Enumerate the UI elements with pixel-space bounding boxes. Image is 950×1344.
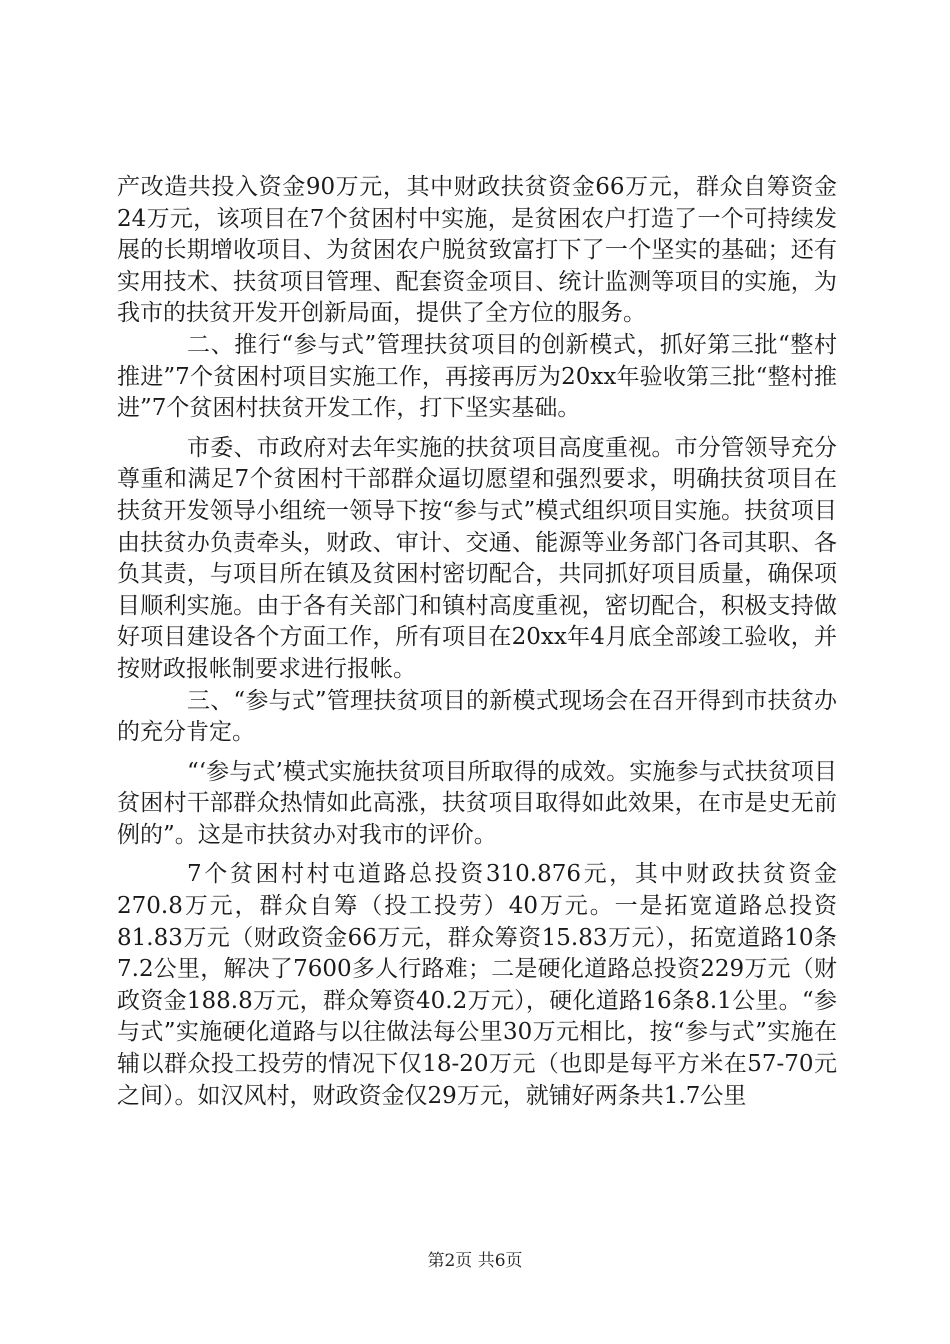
paragraph-section-two-heading: 二、推行“参与式”管理扶贫项目的创新模式，抓好第三批“整村推进”7个贫困村项目实施工作，再接再厉为20xx年验收第三批“整村推进”7个贫困村扶贫开发工作，打下坚实基础。 <box>117 331 837 422</box>
paragraph-section-three-heading: 三、“参与式”管理扶贫项目的新模式现场会在召开得到市扶贫办的充分肯定。 <box>117 687 837 746</box>
paragraph-evaluation-quote: “‘参与式’模式实施扶贫项目所取得的成效。实施参与式扶贫项目贫困村干部群众热情如此高涨，扶贫项目取得如此效果，在市是史无前例的”。这是市扶贫办对我市的评价。 <box>117 758 837 848</box>
document-body <box>117 172 837 1112</box>
paragraph-implementation: 市委、市政府对去年实施的扶贫项目高度重视。市分管领导充分尊重和满足7个贫困村干部群众逼切愿望和强烈要求，明确扶贫项目在扶贫开发领导小组统一领导下按“参与式”模式组织项目实施。扶贫项目由扶贫办负责牵头，财政、审计、交通、能源等业务部门各司其职、各负其责，与项目所在镇及贫困村密切配合，共同抓好项目质量，确保项目顺利实施。由于各有关部门和镇村高度重视，密切配合，积极支持做好项目建设各个方面工作，所有项目在20xx年4月底全部竣工验收，并按财政报帐制要求进行报帐。 <box>117 434 837 682</box>
paragraph-continuation: 产改造共投入资金90万元，其中财政扶贫资金66万元，群众自筹资金24万元，该项目在7个贫困村中实施，是贫困农户打造了一个可持续发展的长期增收项目、为贫困农户脱贫致富打下了一个坚实的基础；还有实用技术、扶贫项目管理、配套资金项目、统计监测等项目的实施，为我市的扶贫开发开创新局面，提供了全方位的服务。 <box>117 174 837 327</box>
paragraph-road-investment: 7个贫困村村屯道路总投资310.876元，其中财政扶贫资金270.8万元，群众自筹（投工投劳）40万元。一是拓宽道路总投资81.83万元（财政资金66万元，群众筹资15.83万元），拓宽道路10条7.2公里，解决了7600多人行路难；二是硬化道路总投资229万元（财政资金188.8万元，群众筹资40.2万元），硬化道路16条8.1公里。“参与式”实施硬化道路与以往做法每公里30万元相比，按“参与式”实施在辅以群众投工投劳的情况下仅18-20万元（也即是每平方米在57-70元之间）。如汉风村，财政资金仅29万元，就铺好两条共1.7公里 <box>117 861 837 1109</box>
page-footer: 第2页 共6页 <box>427 1251 523 1271</box>
